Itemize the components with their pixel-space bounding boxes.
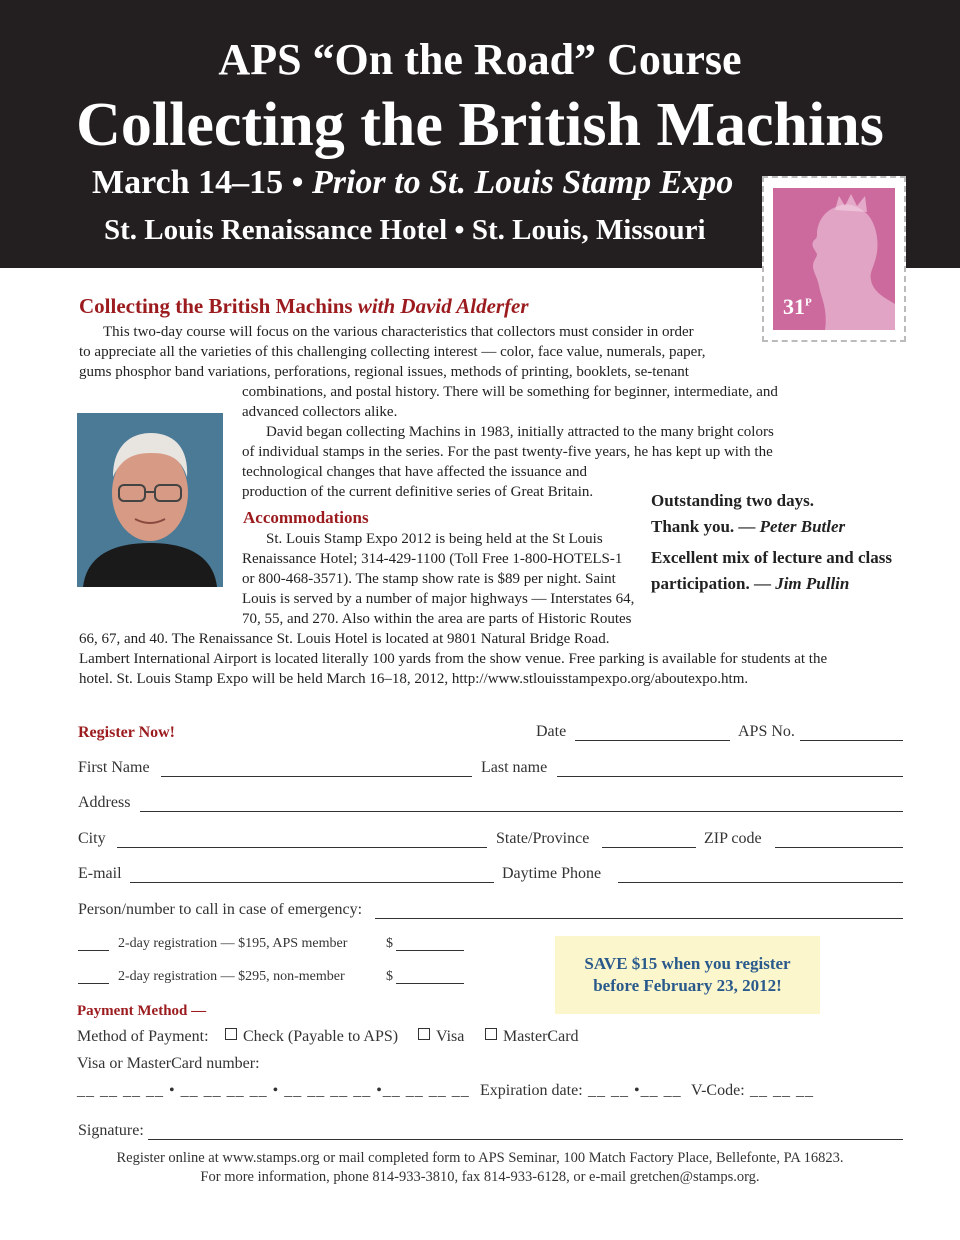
footer-mail-instructions: Register online at www.stamps.org or mail completed form to APS Seminar, 100 Match Factory Place, Bellefonte, PA 16823. — [116, 1150, 844, 1166]
aps-no-field[interactable] — [800, 740, 903, 741]
course-text-line: of individual stamps in the series. For the past twenty-five years, he has kept up with the — [242, 444, 773, 460]
expiration-label: Expiration date: — [480, 1082, 583, 1099]
state-label: State/Province — [496, 830, 590, 847]
testimonial-1-author: Peter Butler — [759, 517, 846, 536]
date-field[interactable] — [575, 740, 730, 741]
accommodations-text-line: Renaissance Hotel; 314-429-1100 (Toll Free 1-800-HOTELS-1 — [242, 551, 623, 567]
testimonial-1 — [651, 488, 845, 540]
accommodations-text-line: or 800-468-3571). The stamp show rate is $89 per night. Saint — [242, 571, 616, 587]
last-name-field[interactable] — [557, 776, 903, 777]
testimonial-2-author: Jim Pullin — [775, 574, 850, 593]
option-member-label: 2-day registration — $195, APS member — [118, 936, 348, 951]
instructor-photo — [77, 413, 223, 587]
city-label: City — [78, 830, 106, 847]
visa-option[interactable]: Visa — [418, 1028, 464, 1046]
machin-stamp-icon — [762, 176, 906, 342]
vcode-label: V-Code: — [691, 1082, 745, 1099]
instructor-portrait-icon — [77, 413, 223, 587]
accommodations-text-line: Louis is served by a number of major highways — Interstates 64, — [242, 591, 635, 607]
first-name-label: First Name — [78, 759, 150, 776]
mastercard-option[interactable]: MasterCard — [485, 1028, 579, 1046]
option-nonmember-amount-field[interactable] — [396, 983, 464, 984]
accommodations-heading: Accommodations — [243, 508, 369, 527]
course-venue: St. Louis Renaissance Hotel • St. Louis, Missouri — [104, 214, 706, 246]
accommodations-text-line: 66, 67, and 40. The Renaissance St. Louis Hotel is located at 9801 Natural Bridge Road. — [79, 631, 610, 647]
first-name-field[interactable] — [161, 776, 472, 777]
course-title: Collecting the British Machins — [76, 91, 884, 159]
footer-contact-info: For more information, phone 814-933-3810, fax 814-933-6128, or e-mail gretchen@stamps.org. — [200, 1169, 760, 1185]
option-nonmember-label: 2-day registration — $295, non-member — [118, 969, 345, 984]
emergency-contact-label: Person/number to call in case of emergency: — [78, 901, 363, 918]
signature-field[interactable] — [148, 1139, 903, 1140]
course-subtitle: Prior to St. Louis Stamp Expo — [311, 164, 734, 201]
address-label: Address — [78, 794, 131, 811]
course-heading-title: Collecting the British Machins — [79, 294, 353, 318]
course-heading — [79, 294, 529, 319]
emergency-contact-field[interactable] — [375, 918, 903, 919]
save-discount-callout — [555, 936, 820, 1014]
bullet-separator: • — [291, 164, 304, 201]
state-field[interactable] — [602, 847, 696, 848]
course-text-line: This two-day course will focus on the various characteristics that collectors must consider in order — [103, 324, 694, 340]
option-member-amount-field[interactable] — [396, 950, 464, 951]
course-date — [92, 164, 733, 202]
date-label: Date — [536, 723, 567, 740]
testimonial-1-line2: Thank you. — Peter Butler — [651, 517, 846, 536]
method-of-payment-label: Method of Payment: — [77, 1028, 209, 1045]
aps-no-label: APS No. — [738, 723, 795, 740]
stamp-face — [773, 188, 895, 330]
testimonial-2 — [651, 545, 892, 597]
course-text-line: production of the current definitive series of Great Britain. — [242, 484, 594, 500]
signature-label: Signature: — [78, 1122, 144, 1139]
check-option[interactable]: Check (Payable to APS) — [225, 1028, 398, 1046]
card-number-field[interactable]: __ __ __ __ • __ __ __ __ • __ __ __ __ •__ __ __ __ — [77, 1082, 470, 1099]
course-text-line: advanced collectors alike. — [242, 404, 398, 420]
card-number-label: Visa or MasterCard number: — [77, 1055, 260, 1072]
stamp-value: $31^P$ — [783, 294, 812, 319]
visa-checkbox[interactable] — [418, 1028, 430, 1040]
accommodations-text-line: hotel. St. Louis Stamp Expo will be held March 16–18, 2012, http://www.stlouisstampexpo.org/aboutexpo.htm. — [79, 671, 749, 687]
option-member-blank[interactable] — [78, 950, 109, 951]
testimonial-2-line1: Excellent mix of lecture and class — [651, 548, 892, 567]
last-name-label: Last name — [481, 759, 548, 776]
testimonial-1-line1: Outstanding two days. — [651, 491, 814, 510]
course-text-line: David began collecting Machins in 1983, initially attracted to the many bright colors — [266, 424, 774, 440]
zip-field[interactable] — [775, 847, 903, 848]
email-label: E-mail — [78, 865, 122, 882]
email-field[interactable] — [130, 882, 494, 883]
option-nonmember-dollar: $ — [386, 969, 393, 984]
mastercard-checkbox[interactable] — [485, 1028, 497, 1040]
zip-label: ZIP code — [704, 830, 762, 847]
payment-method-heading: Payment Method — — [77, 1003, 207, 1019]
option-nonmember-blank[interactable] — [78, 983, 109, 984]
save-line-2: before February 23, 2012! — [593, 976, 782, 995]
course-heading-instructor: with David Alderfer — [357, 294, 529, 318]
city-field[interactable] — [117, 847, 487, 848]
vcode-field[interactable]: __ __ __ — [750, 1082, 814, 1099]
register-now-heading: Register Now! — [78, 724, 176, 741]
expiration-field[interactable]: __ __ •__ __ — [588, 1082, 682, 1099]
address-field[interactable] — [140, 811, 903, 812]
option-member-dollar: $ — [386, 936, 393, 951]
accommodations-text-line: St. Louis Stamp Expo 2012 is being held at the St Louis — [266, 531, 603, 547]
daytime-phone-field[interactable] — [618, 882, 903, 883]
course-text-line: technological changes that have affected the issuance and — [242, 464, 587, 480]
course-text-line: gums phosphor band variations, perforations, regional issues, methods of printing, booklets, se-tenant — [79, 364, 689, 380]
daytime-phone-label: Daytime Phone — [502, 865, 602, 882]
testimonial-2-line2: participation. — Jim Pullin — [651, 574, 850, 593]
save-line-1: SAVE $15 when you register — [584, 954, 791, 973]
accommodations-text-line: 70, 55, and 270. Also within the area are parts of Historic Routes — [242, 611, 632, 627]
accommodations-text-line: Lambert International Airport is located literally 100 yards from the show venue. Free parking is available for students at the — [79, 651, 828, 667]
course-date-text: March 14–15 — [92, 164, 284, 201]
course-series-title: APS “On the Road” Course — [218, 35, 742, 84]
course-text-line: to appreciate all the varieties of this challenging collecting interest — color, face value, numerals, paper, — [79, 344, 706, 360]
check-checkbox[interactable] — [225, 1028, 237, 1040]
course-text-line: combinations, and postal history. There will be something for beginner, intermediate, and — [242, 384, 778, 400]
